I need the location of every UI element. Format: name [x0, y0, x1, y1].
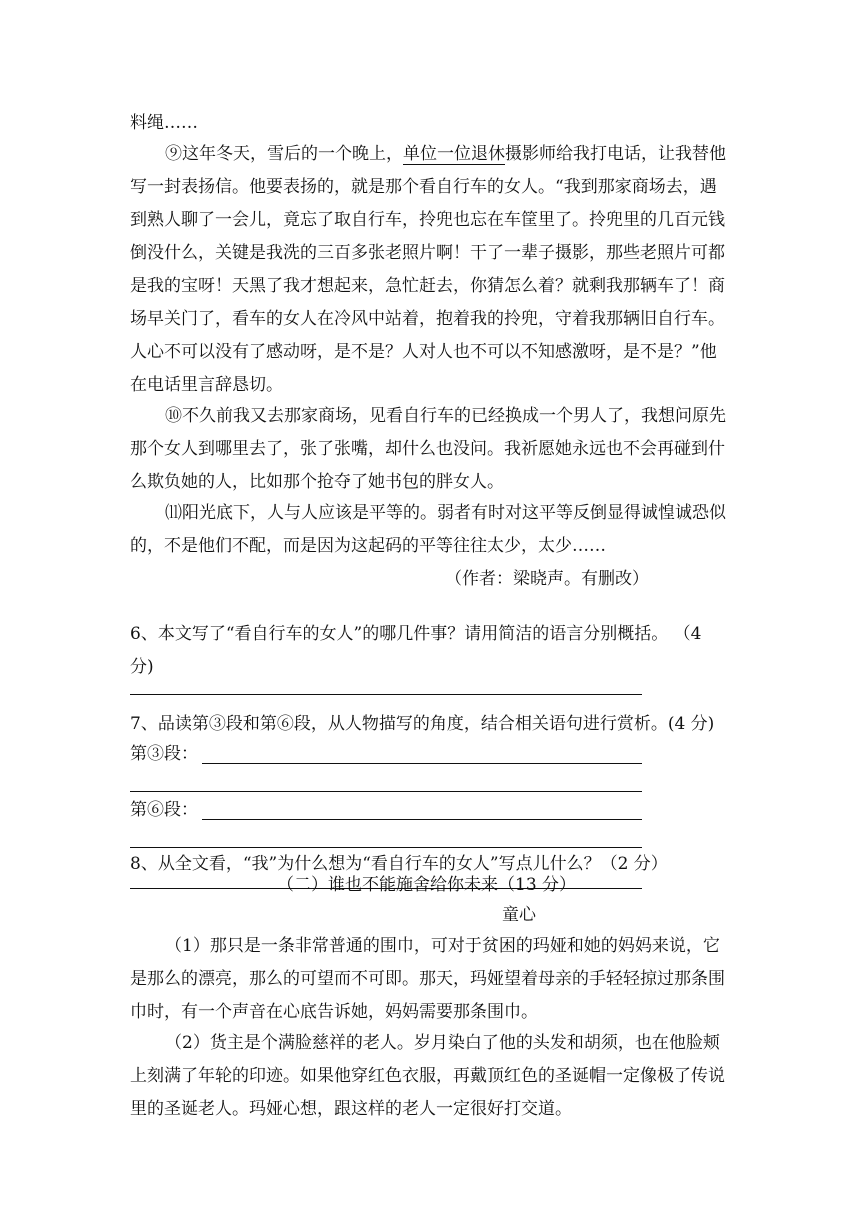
author-credit: （作者：梁晓声。有删改） [445, 569, 649, 589]
paragraph-1-line: 巾时，有一个声音在心底告诉她，妈妈需要那条围巾。 [130, 1002, 538, 1022]
passage-line: 到熟人聊了一会儿，竟忘了取自行车，拎兜也忘在车筐里了。拎兜里的几百元钱 [130, 210, 725, 230]
passage-line: 么欺负她的人，比如那个抢夺了她书包的胖女人。 [130, 472, 504, 492]
question-7: 7、品读第③段和第⑥段，从人物描写的角度，结合相关语句进行赏析。(4 分) [130, 714, 715, 734]
question-8: 8、从全文看，“我”为什么想为“看自行车的女人”写点儿什么？（2 分） [130, 854, 668, 874]
passage-line: 写一封表扬信。他要表扬的，就是那个看自行车的女人。“我到那家商场去，遇 [130, 177, 717, 197]
passage-line: 人心不可以没有了感动呀，是不是？人对人也不可以不知感激呀，是不是？”他 [130, 342, 717, 362]
passage-line: 那个女人到哪里去了，张了张嘴，却什么也没问。我祈愿她永远也不会再碰到什 [130, 439, 725, 459]
passage-line: 的，不是他们不配，而是因为这起码的平等往往太少，太少…… [130, 536, 606, 556]
answer-line-q6[interactable] [130, 694, 642, 695]
paragraph-9-line [165, 144, 726, 164]
section-2-author: 童心 [502, 905, 536, 925]
passage-line: 场早关门了，看车的女人在冷风中站着，抱着我的拎兜，守着我那辆旧自行车。 [130, 309, 725, 329]
section-2-title: （二）谁也不能施舍给你未来（13 分） [277, 875, 577, 895]
passage-line: 是我的宝呀！天黑了我才想起来，急忙赶去，你猜怎么着？就剩我那辆车了！商 [130, 276, 725, 296]
paragraph-10-line: ⑩不久前我又去那家商场，见看自行车的已经换成一个男人了，我想问原先 [165, 406, 726, 426]
paragraph-9-text: 摄影师给我打电话，让我替他 [505, 144, 726, 164]
passage-line: 倒没什么，关键是我洗的三百多张老照片啊！干了一辈子摄影，那些老照片可都 [130, 243, 725, 263]
paragraph-2-line: 里的圣诞老人。玛娅心想，跟这样的老人一定很好打交道。 [130, 1099, 572, 1119]
underlined-phrase: 单位一位退休 [403, 144, 505, 164]
answer-line-q7-para6[interactable] [202, 819, 642, 820]
answer-line-q7-para3[interactable] [202, 763, 642, 764]
question-6: 6、本文写了“看自行车的女人”的哪几件事？请用简洁的语言分别概括。 （4 [130, 624, 702, 644]
paragraph-2-line: （2）货主是个满脸慈祥的老人。岁月染白了他的头发和胡须，也在他脸颊 [165, 1033, 720, 1053]
paragraph-1-line: 是那么的漂亮，那么的可望而不可即。那天，玛娅望着母亲的手轻轻掠过那条围 [130, 969, 725, 989]
question-7-para6-label: 第⑥段： [130, 800, 198, 820]
answer-line-q7-para3-2[interactable] [130, 791, 642, 792]
question-6-cont: 分) [130, 657, 154, 677]
passage-line: 在电话里言辞恳切。 [130, 375, 283, 395]
paragraph-11-line: ⑾阳光底下，人与人应该是平等的。弱者有时对这平等反倒显得诚惶诚恐似 [165, 503, 726, 523]
question-7-para3-label: 第③段： [130, 744, 198, 764]
passage-line: 料绳…… [130, 113, 198, 133]
paragraph-9-text: ⑨这年冬天，雪后的一个晚上， [165, 144, 403, 164]
paragraph-2-line: 上刻满了年轮的印迹。如果他穿红色衣服，再戴顶红色的圣诞帽一定像极了传说 [130, 1066, 725, 1086]
paragraph-1-line: （1）那只是一条非常普通的围巾，可对于贫困的玛娅和她的妈妈来说，它 [165, 936, 720, 956]
answer-line-q7-para6-2[interactable] [130, 847, 642, 848]
